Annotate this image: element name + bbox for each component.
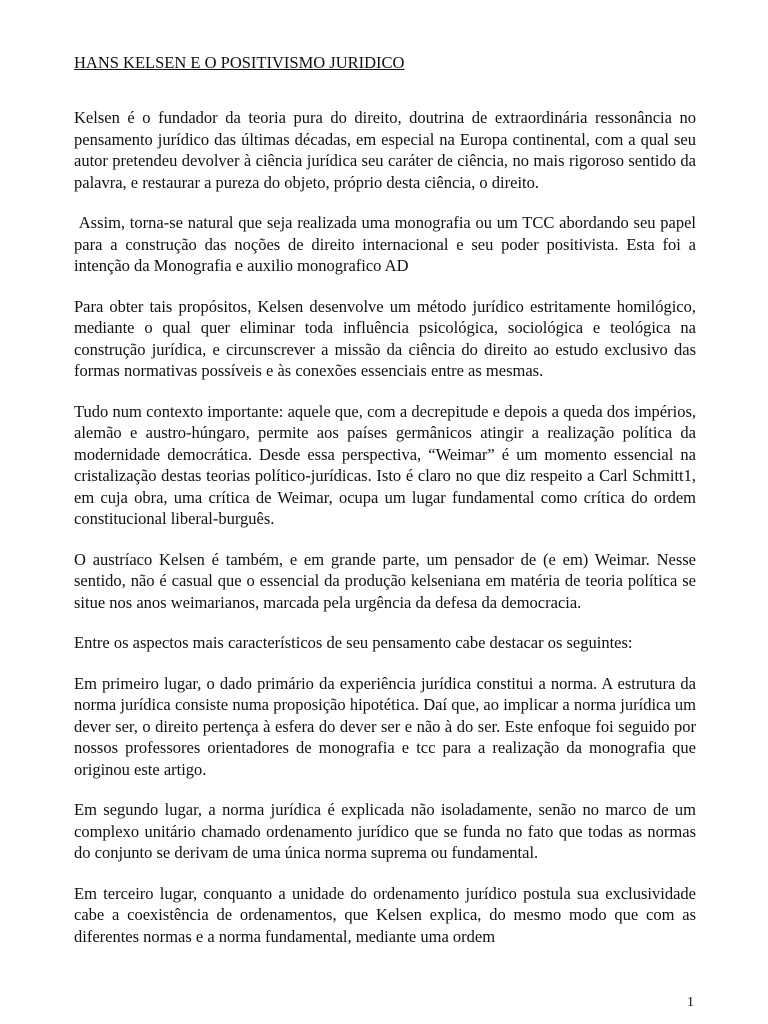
paragraph: Tudo num contexto importante: aquele que, com a decrepitude e depois a queda dos impérios, alemão e austro-húngaro, permite aos países germânicos atingir a realização política da modernidade democrática. Desde essa perspectiva, “Weimar” é um momento essencial na cristalização destas teorias político-jurídicas. Isto é claro no que diz respeito a Carl Schmitt1, em cuja obra, uma crítica de Weimar, ocupa um lugar fundamental como crítica do ordem constitucional liberal-burguês. <box>74 401 696 528</box>
paragraph: Para obter tais propósitos, Kelsen desenvolve um método jurídico estritamente homilógico, mediante o qual quer eliminar toda influência psicológica, sociológica e teológica na construção jurídica, e circunscrever a missão da ciência do direito ao estudo exclusivo das formas normativas possíveis e às conexões essenciais entre as mesmas. <box>74 296 696 380</box>
paragraph: Em segundo lugar, a norma jurídica é explicada não isoladamente, senão no marco de um complexo unitário chamado ordenamento jurídico que se funda no fato que todas as normas do conjunto se derivam de uma única norma suprema ou fundamental. <box>74 800 696 862</box>
paragraph: Em primeiro lugar, o dado primário da experiência jurídica constitui a norma. A estrutura da norma jurídica consiste numa proposição hipotética. Daí que, ao implicar a norma jurídica um dever ser, o direito pertença à esfera do dever ser e não à do ser. Este enfoque foi seguido por nossos professores orientadores de monografia e tcc para a realização da monografia que originou este artigo. <box>74 673 696 779</box>
paragraph: Em terceiro lugar, conquanto a unidade do ordenamento jurídico postula sua exclusividade cabe a coexistência de ordenamentos, que Kelsen explica, do mesmo modo que com as diferentes normas e a norma fundamental, mediante uma ordem <box>74 883 696 946</box>
paragraph: Kelsen é o fundador da teoria pura do direito, doutrina de extraordinária ressonância no pensamento jurídico das últimas décadas, em especial na Europa continental, com a qual seu autor pretendeu devolver à ciência jurídica seu caráter de ciência, no mais rigoroso sentido da palavra, e restaurar a pureza do objeto, próprio desta ciência, o direito. <box>74 108 696 192</box>
paragraph: O austríaco Kelsen é também, e em grande parte, um pensador de (e em) Weimar. Nesse sentido, não é casual que o essencial da produção kelseniana em matéria de teoria política se situe nos anos weimarianos, marcada pela urgência da defesa da democracia. <box>74 549 696 612</box>
document-body <box>74 107 696 966</box>
document-title: HANS KELSEN E O POSITIVISMO JURIDICO <box>74 53 405 72</box>
paragraph: Entre os aspectos mais característicos de seu pensamento cabe destacar os seguintes: <box>74 633 633 652</box>
paragraph: Assim, torna-se natural que seja realizada uma monografia ou um TCC abordando seu papel para a construção das noções de direito internacional e seu poder positivista. Esta foi a intenção da Monografia e auxilio monografico AD <box>74 213 696 275</box>
page-number: 1 <box>687 995 694 1010</box>
